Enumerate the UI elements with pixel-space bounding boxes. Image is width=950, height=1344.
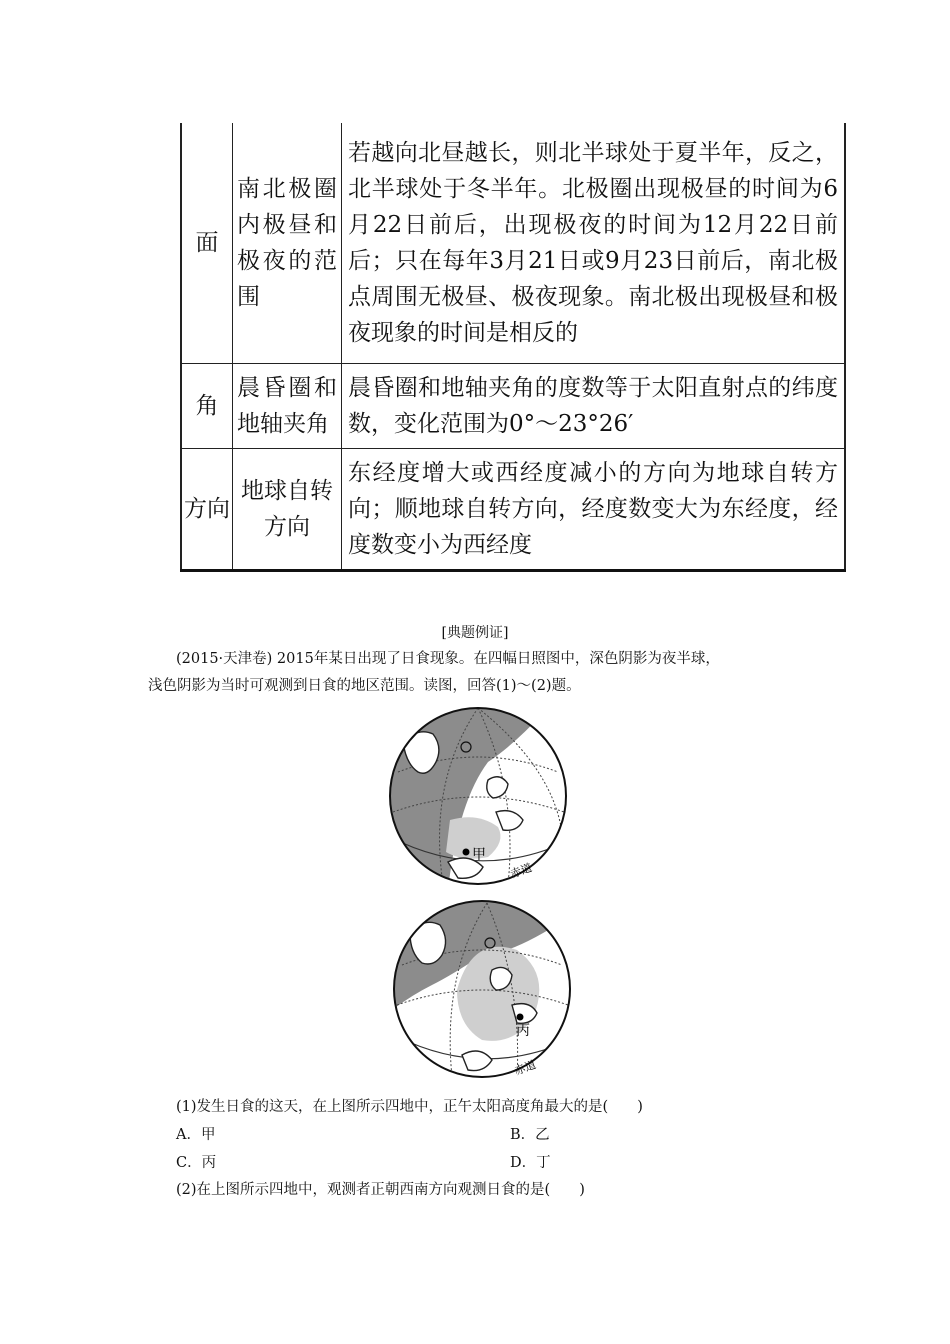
option-d: D．丁 <box>510 1155 551 1171</box>
knowledge-table <box>180 123 846 572</box>
place-dot <box>463 849 470 856</box>
sunlight-globe-1 <box>388 702 568 890</box>
section-title: [典题例证] <box>441 625 509 641</box>
item-cell: 晨昏圈和地轴夹角 <box>233 364 342 449</box>
option-b: B．乙 <box>510 1127 550 1143</box>
table-row <box>181 449 845 571</box>
question-1: (1)发生日食的这天，在上图所示四地中，正午太阳高度角最大的是( ) <box>176 1099 643 1115</box>
equator-label: 赤道 <box>512 1058 538 1078</box>
content-cell: 晨昏圈和地轴夹角的度数等于太阳直射点的纬度数，变化范围为0°～23°26′ <box>342 364 846 449</box>
intro-line-1: (2015·天津卷) 2015年某日出现了日食现象。在四幅日照图中，深色阴影为夜半球， <box>176 651 720 667</box>
content-cell: 若越向北昼越长，则北半球处于夏半年，反之，北半球处于冬半年。北极圈出现极昼的时间为6月22日前后，出现极夜的时间为12月22日前后；只在每年3月21日或9月23日前后，南北极点周围无极昼、极夜现象。南北极出现极昼和极夜现象的时间是相反的 <box>342 123 846 364</box>
aspect-cell: 方向 <box>181 449 233 571</box>
option-c: C．丙 <box>176 1155 217 1171</box>
item-cell: 地球自转方向 <box>233 449 342 571</box>
equator-label: 赤道 <box>508 861 534 881</box>
place-dot <box>517 1014 524 1021</box>
aspect-cell: 面 <box>181 123 233 364</box>
option-a: A．甲 <box>176 1127 216 1143</box>
place-label: 甲 <box>472 847 486 863</box>
aspect-cell: 角 <box>181 364 233 449</box>
question-2: (2)在上图所示四地中，观测者正朝西南方向观测日食的是( ) <box>176 1182 585 1198</box>
sunlight-globe-2 <box>392 895 572 1083</box>
table-row <box>181 123 845 364</box>
table-row <box>181 364 845 449</box>
content-cell: 东经度增大或西经度减小的方向为地球自转方向；顺地球自转方向，经度数变大为东经度，经度数变小为西经度 <box>342 449 846 571</box>
place-label: 丙 <box>516 1023 530 1039</box>
intro-line-2: 浅色阴影为当时可观测到日食的地区范围。读图，回答(1)～(2)题。 <box>148 678 581 694</box>
item-cell: 南北极圈内极昼和极夜的范围 <box>233 123 342 364</box>
question-intro <box>148 646 828 700</box>
